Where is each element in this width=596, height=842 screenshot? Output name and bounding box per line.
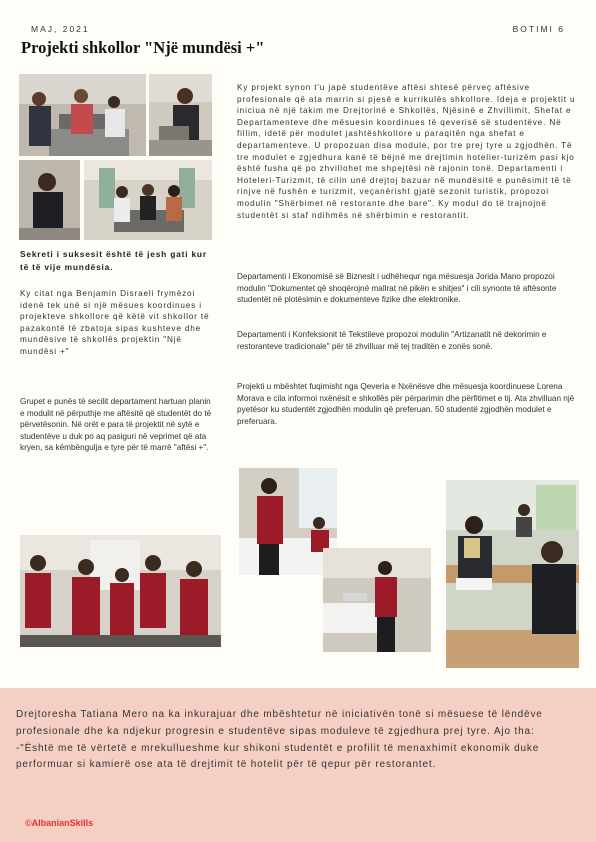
footer-text [16,707,576,774]
footer-quote: -"Është me të vërtetë e mrekullueshme kur shikoni studentët e profilit të menaxhimit ekonomik duke performuar si kamierë ose ata të drejtimit të hotelit për të qepur për restorantet. [16,742,540,771]
footer-banner [0,688,596,842]
left-paragraph-2: Grupet e punës të secilit departament hartuan planin e modulit në përputhje me aftësitë që studentët do të përvetësonin. Në orët e para të projektit në sytë e studentëve u duk po aq pasiguri në veprimet që ata kryen, sa këmbëngulja e tyre për të marrë "aftësi +". [20,397,212,453]
photo-waiters-group [20,535,221,647]
article-title: Projekti shkollor "Një mundësi +" [21,38,265,57]
photo-workshop-group [84,160,212,240]
edition-label: BOTIMI 6 [512,24,565,34]
photo-students-sewing [19,74,146,156]
right-paragraph-1: Ky projekt synon t'u japë studentëve aftësi shtesë përveç aftësive profesionale që ata marrin si pjesë e kurrikulës shkollore. Ideja e projektit u iniciua në një takim me Drejtorinë e Shkollës, Njësinë e Zhvillimit, Shefat e Departamenteve dhe mësuesin koordinues të qeverisë së studentëve. Në fillim, idetë për modulet jashtëshkollore u paraqitën nga shefat e departamenteve. U propozuan disa module, por tre prej tyre u zgjodhën. Të tre modulet e zgjedhura kanë të bëjnë me drejtimin hotelier-turizëm pasi kjo është fusha që po zhvillohet me shpejtësi në rajonin tonë. Departamenti i Hoteleri-Turizmit, të cilin unë drejtoj bazuar në mundësitë e punësimit të të rinjve në fushën e turizmit, veçanërisht gjatë sezonit turistik, propozoi modulin "Shërbimet në restorante dhe bare". Ky modul do të trajnojnë studentët si staf ndihmës në shërbimin e restorantit. [237,83,576,220]
right-paragraph-2a: Departamenti i Ekonomisë së Biznesit i udhëhequr nga mësuesja Jorida Mano propozoi modulin "Dokumentet që shoqërojnë mallrat në pikën e shitjes" i cili synonte të aftësonte studentët në plotësimin e dokumenteve fizike dhe elektronike. [237,272,557,305]
photo-classroom-students [446,480,579,668]
issue-date: MAJ, 2021 [31,24,90,34]
quote-caption: Sekreti i suksesit është të jesh gati kur të të vije mundësia. [20,249,207,272]
left-paragraph-1: Ky citat nga Benjamin Disraeli frymëzoi idenë tek unë si një mësues koordinues i projekteve shkollore që këtë vit shkollor të pazakontë të zbatoja sipas kushteve dhe mundësive të shkollës projektin "Një mundësi +" [20,289,210,356]
photo-student-portrait [19,160,80,240]
right-paragraph-3: Projekti u mbështet fuqimisht nga Qeveria e Nxënësve dhe mësuesja koordinuese Lorena Morava e cila informoi nxënësit e shkollës për përparimin dhe përfitimet e tij. Ata zhvilluan një pyetësor ku studentët zgjodhën modulin që preferuan. 50 studentë zgjodhën modulet e preferuara. [237,382,575,426]
photo-restaurant-service [323,548,431,652]
photo-student-sewing-machine [149,74,212,156]
right-paragraph-2b: Departamenti i Konfeksionit të Tekstileve propozoi modulin "Artizanatit në dekorimin e restoranteve tradicionale" për të zhvilluar më tej traditën e zonës sonë. [237,330,547,351]
footer-line-1: Drejtoresha Tatiana Mero na ka inkurajuar dhe mbështetur në iniciativën tonë si mësuese të lëndëve profesionale dhe ka ndjekur progresin e studentëve sipas moduleve të zgjedhura prej tyre. Ajo tha: [16,709,543,737]
brand-credit: ©AlbanianSkills [25,818,94,828]
